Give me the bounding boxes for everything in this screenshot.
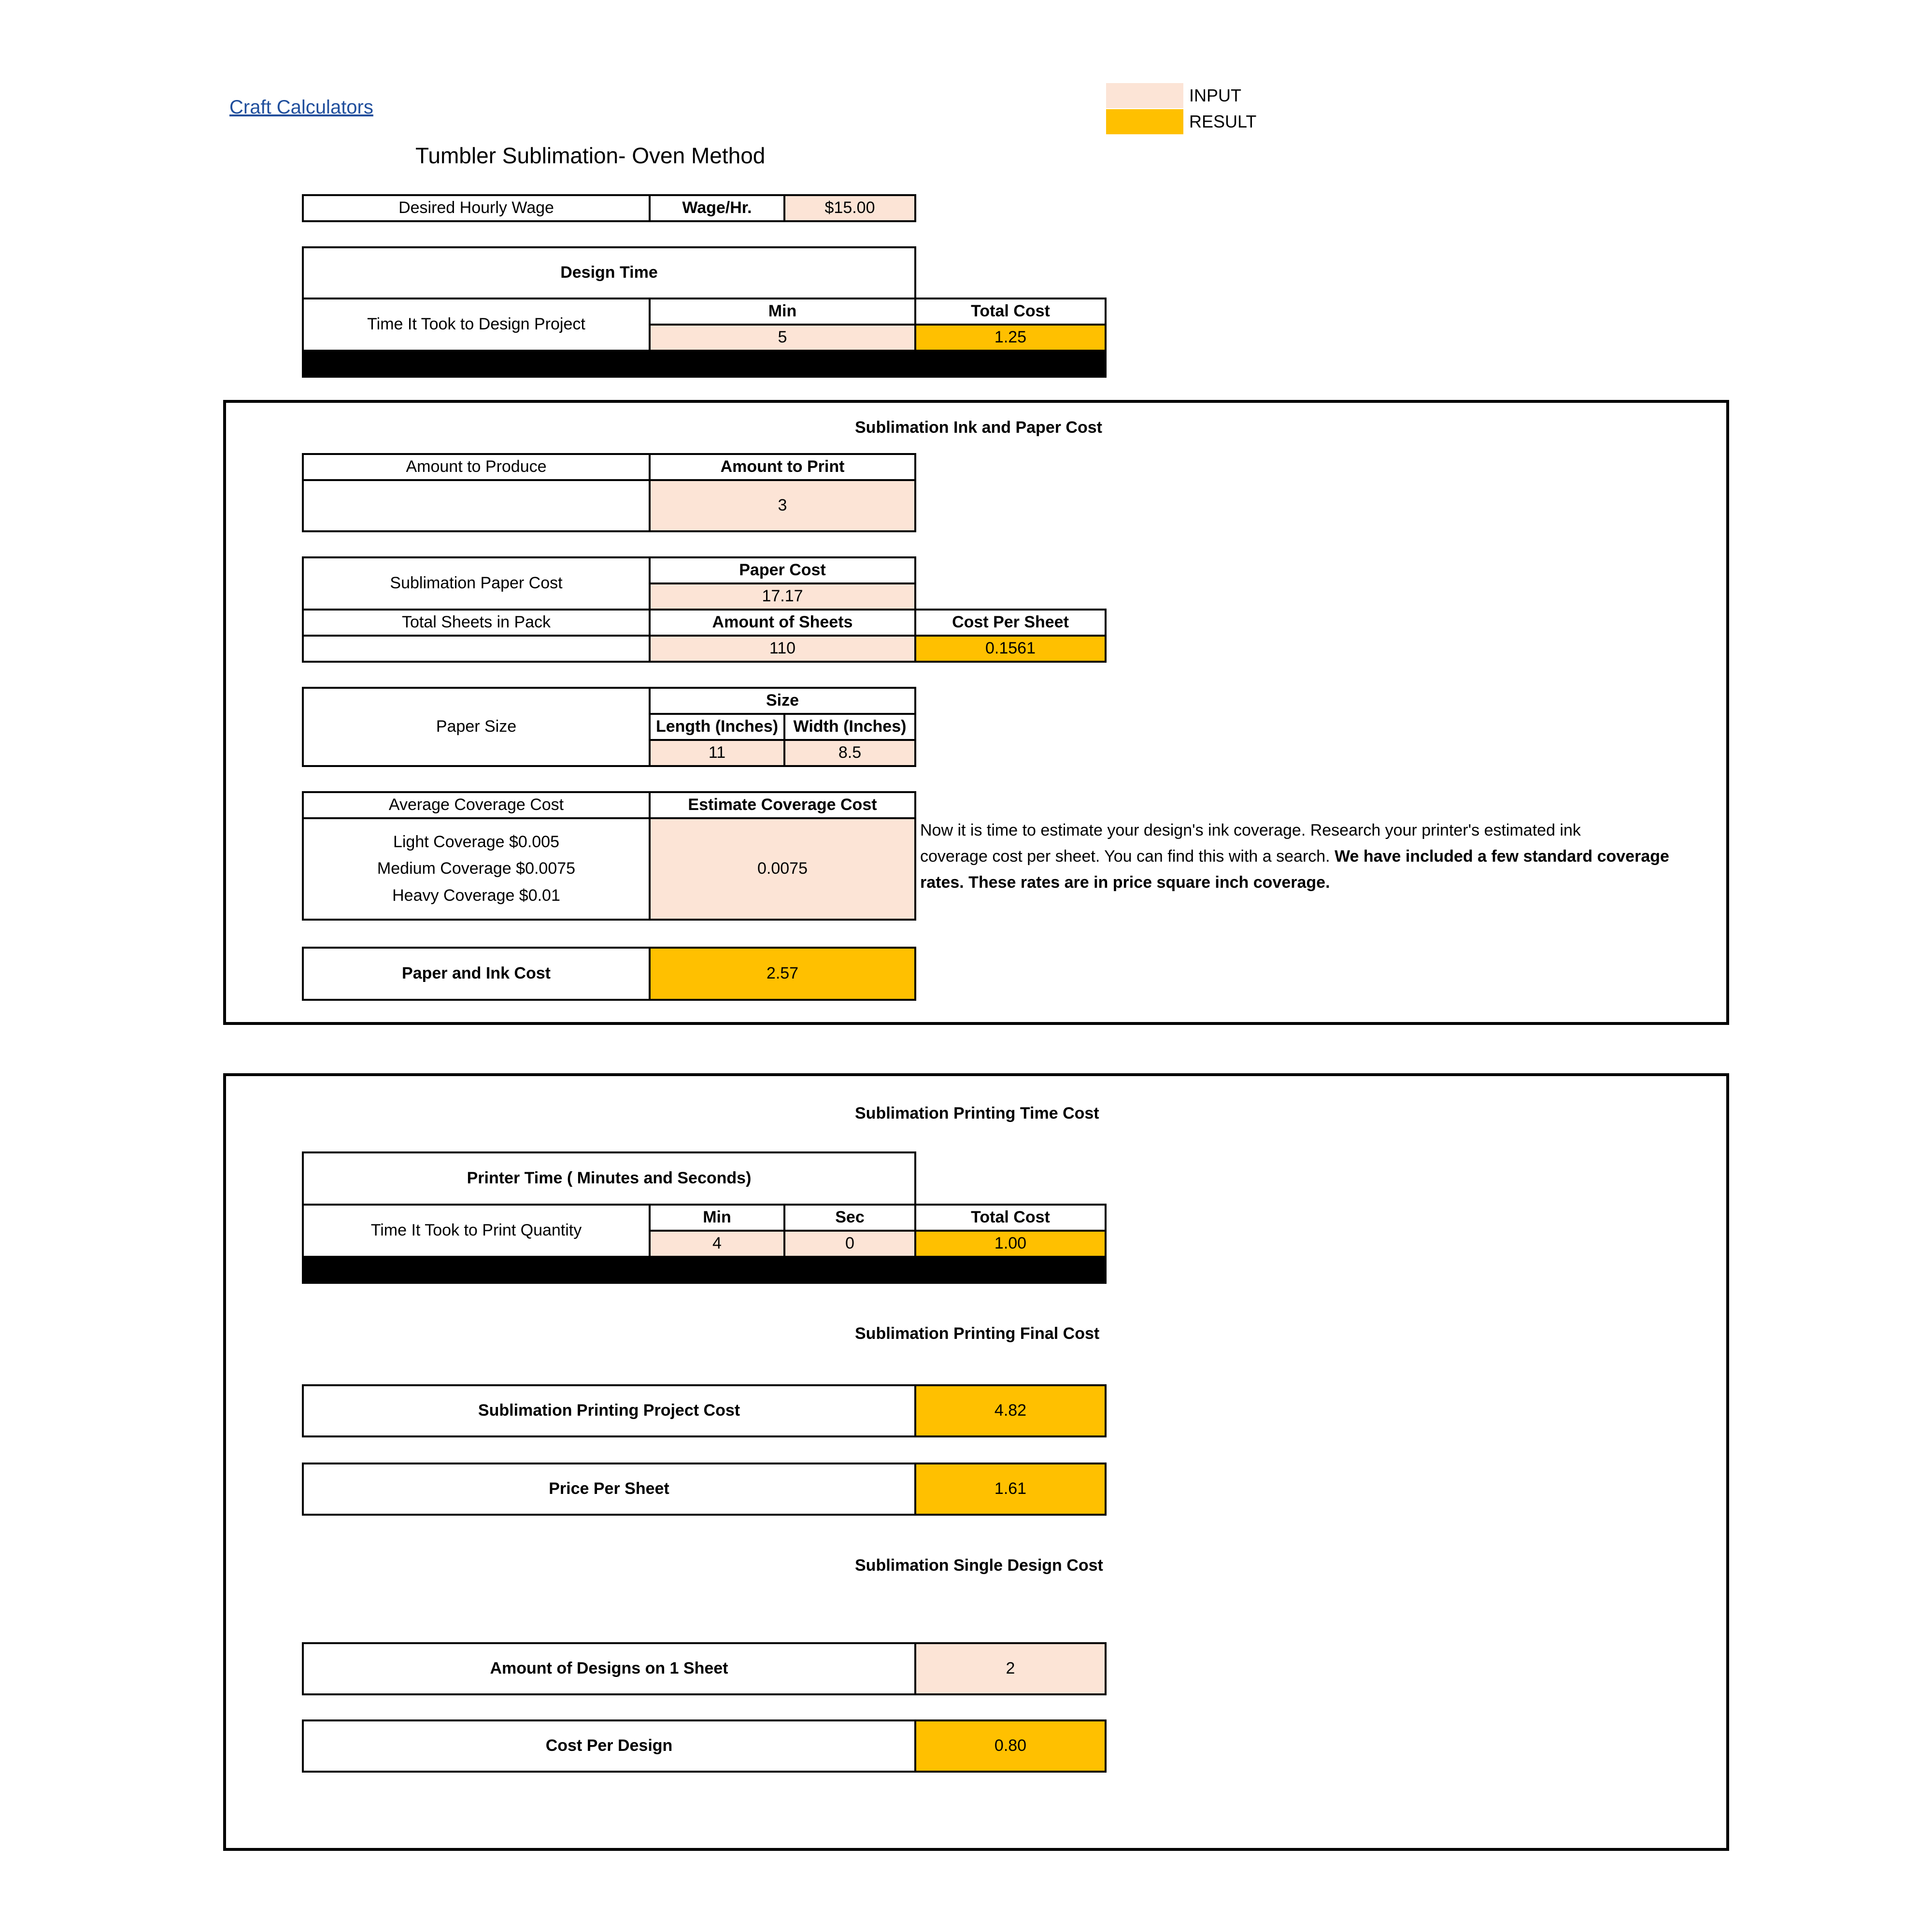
price-per-sheet-result: 1.61 (914, 1463, 1107, 1516)
length-header: Length (Inches) (649, 713, 785, 741)
print-total-header: Total Cost (914, 1204, 1107, 1232)
print-time-divider (302, 1257, 1107, 1284)
length-input[interactable]: 11 (649, 739, 785, 767)
medium-coverage-rate: Medium Coverage $0.0075 (377, 859, 576, 878)
coverage-note-line-2 (920, 847, 1669, 866)
design-min-input[interactable]: 5 (649, 324, 916, 352)
legend-input-swatch (1106, 83, 1183, 108)
width-header: Width (Inches) (783, 713, 916, 741)
design-min-header: Min (649, 298, 916, 326)
project-cost-label: Sublimation Printing Project Cost (302, 1384, 916, 1437)
paper-cost-header: Paper Cost (649, 556, 916, 584)
legend-input-label: INPUT (1189, 85, 1241, 105)
paper-cost-label: Sublimation Paper Cost (302, 556, 651, 611)
printer-time-header: Printer Time ( Minutes and Seconds) (302, 1151, 916, 1206)
coverage-note-line-1: Now it is time to estimate your design's ink coverage. Research your printer's estimated ink (920, 821, 1581, 839)
design-total-header: Total Cost (914, 298, 1107, 326)
print-total-result: 1.00 (914, 1230, 1107, 1258)
coverage-rates-list (302, 817, 651, 921)
print-sec-header: Sec (783, 1204, 916, 1232)
designs-per-sheet-input[interactable]: 2 (914, 1642, 1107, 1695)
width-input[interactable]: 8.5 (783, 739, 916, 767)
legend-result-swatch (1106, 109, 1183, 134)
price-per-sheet-label: Price Per Sheet (302, 1463, 916, 1516)
heavy-coverage-rate: Heavy Coverage $0.01 (392, 886, 560, 905)
cost-per-design-label: Cost Per Design (302, 1719, 916, 1773)
design-time-row-label: Time It Took to Design Project (302, 298, 651, 352)
paper-cost-input[interactable]: 17.17 (649, 582, 916, 611)
sheets-input[interactable]: 110 (649, 635, 916, 663)
page-title: Tumbler Sublimation- Oven Method (415, 143, 766, 168)
sheets-blank (302, 635, 651, 663)
final-cost-section-title: Sublimation Printing Final Cost (855, 1324, 1100, 1343)
size-header: Size (649, 687, 916, 715)
design-total-result: 1.25 (914, 324, 1107, 352)
cost-per-sheet-result: 0.1561 (914, 635, 1107, 663)
coverage-note-bold: We have included a few standard coverage (1335, 847, 1669, 866)
print-time-row-label: Time It Took to Print Quantity (302, 1204, 651, 1258)
paper-ink-cost-result: 2.57 (649, 947, 916, 1001)
amount-print-input[interactable]: 3 (649, 479, 916, 532)
coverage-note-line-3: rates. These rates are in price square inch coverage. (920, 873, 1330, 892)
ink-paper-section-title: Sublimation Ink and Paper Cost (855, 418, 1102, 437)
designs-per-sheet-label: Amount of Designs on 1 Sheet (302, 1642, 916, 1695)
light-coverage-rate: Light Coverage $0.005 (393, 833, 560, 852)
sheets-header: Amount of Sheets (649, 609, 916, 637)
avg-coverage-label: Average Coverage Cost (302, 791, 651, 819)
printing-time-section-title: Sublimation Printing Time Cost (855, 1104, 1099, 1122)
wage-input[interactable]: $15.00 (783, 194, 916, 222)
single-design-section-title: Sublimation Single Design Cost (855, 1556, 1103, 1575)
paper-ink-cost-label: Paper and Ink Cost (302, 947, 651, 1001)
estimate-coverage-input[interactable]: 0.0075 (649, 817, 916, 921)
design-time-header: Design Time (302, 246, 916, 299)
amount-print-header: Amount to Print (649, 453, 916, 481)
amount-produce-label: Amount to Produce (302, 453, 651, 481)
amount-produce-blank (302, 479, 651, 532)
print-min-input[interactable]: 4 (649, 1230, 785, 1258)
coverage-note-regular: coverage cost per sheet. You can find this with a search. (920, 847, 1335, 866)
cost-per-sheet-header: Cost Per Sheet (914, 609, 1107, 637)
print-min-header: Min (649, 1204, 785, 1232)
design-time-divider (302, 351, 1107, 378)
sheets-label: Total Sheets in Pack (302, 609, 651, 637)
craft-calculators-link[interactable]: Craft Calculators (229, 97, 373, 118)
legend-result-label: RESULT (1189, 112, 1257, 131)
project-cost-result: 4.82 (914, 1384, 1107, 1437)
cost-per-design-result: 0.80 (914, 1719, 1107, 1773)
wage-unit-label: Wage/Hr. (649, 194, 785, 222)
print-sec-input[interactable]: 0 (783, 1230, 916, 1258)
estimate-coverage-header: Estimate Coverage Cost (649, 791, 916, 819)
wage-label: Desired Hourly Wage (302, 194, 651, 222)
paper-size-label: Paper Size (302, 687, 651, 767)
